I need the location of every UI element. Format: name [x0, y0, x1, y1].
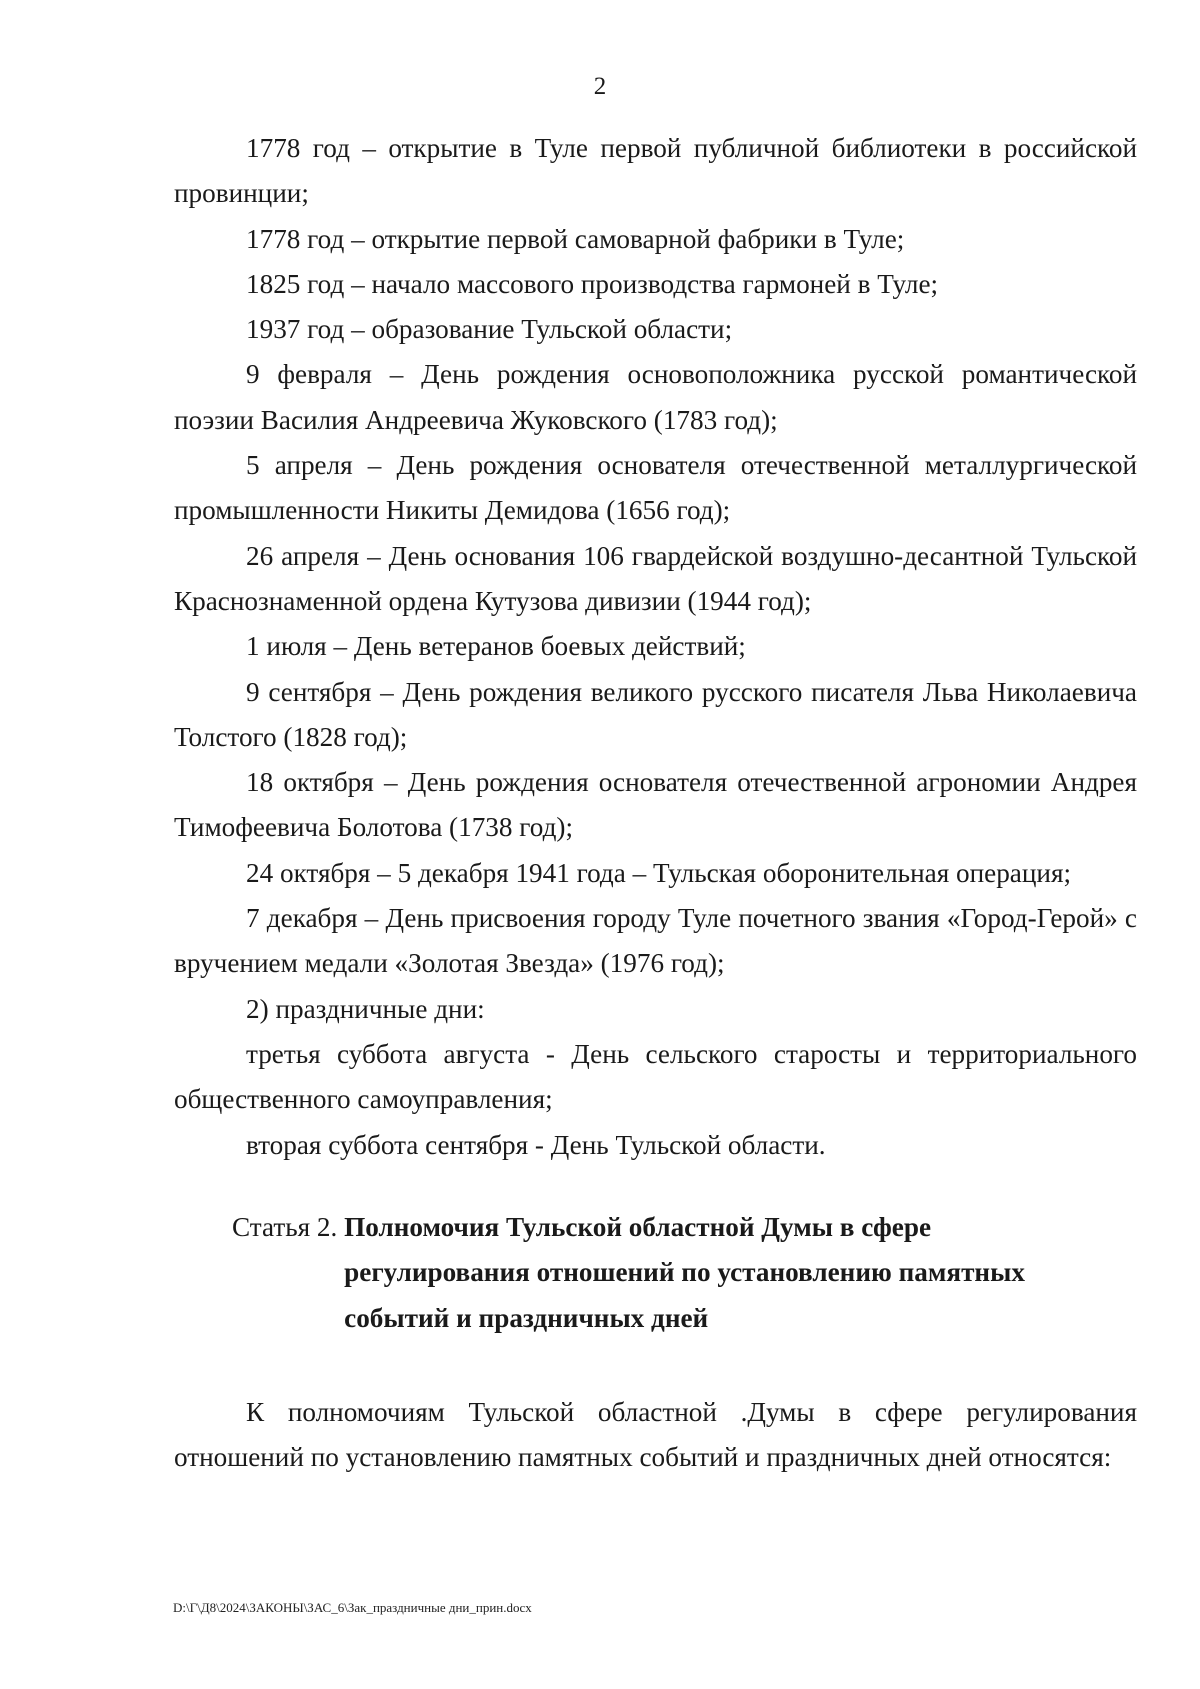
list-item: 1778 год – открытие первой самоварной фабрики в Туле; [246, 223, 905, 254]
list-item: 9 сентября – День рождения великого русского писателя Льва Николаевича Толстого (1828 год); [174, 676, 1137, 752]
list-item: 26 апреля – День основания 106 гвардейской воздушно-десантной Тульской Краснознаменной ордена Кутузова дивизии (1944 год); [174, 540, 1137, 616]
article-heading [232, 1205, 1137, 1341]
footer-file-path: D:\Г\Д8\2024\ЗАКОНЫ\ЗАС_6\Зак_праздничные дни_прин.docx [173, 1600, 532, 1615]
list-item: 7 декабря – День присвоения городу Туле почетного звания «Город-Герой» с вручением медали «Золотая Звезда» (1976 год); [174, 903, 1137, 979]
article-title [344, 1205, 1137, 1341]
closing-paragraph: К полномочиям Тульской областной .Думы в сфере регулирования отношений по установлению памятных событий и праздничных дней относятся: [174, 1397, 1137, 1473]
list-item: 1 июля – День ветеранов боевых действий; [246, 631, 746, 662]
list-item: 9 февраля – День рождения основоположника русской романтической поэзии Василия Андреевича Жуковского (1783 год); [174, 359, 1137, 435]
list-item: 2) праздничные дни: [246, 993, 485, 1024]
list-item: 24 октября – 5 декабря 1941 года – Тульская оборонительная операция; [246, 857, 1072, 888]
list-item: 18 октября – День рождения основателя отечественной агрономии Андрея Тимофеевича Болотова (1738 год); [174, 767, 1137, 843]
list-item: 1825 год – начало массового производства гармоней в Туле; [246, 268, 939, 299]
list-item: 1937 год – образование Тульской области; [246, 314, 733, 345]
list-item: третья суббота августа - День сельского старосты и территориального общественного самоуправления; [174, 1038, 1137, 1115]
article-title-line: Полномочия Тульской областной Думы в сфере [344, 1212, 932, 1242]
article-title-line: событий и праздничных дней [344, 1302, 709, 1333]
list-item: 5 апреля – День рождения основателя отечественной металлургической промышленности Никиты Демидова (1656 год); [174, 450, 1137, 526]
article-body [174, 1390, 1137, 1481]
article-title-line: регулирования отношений по установлению памятных [344, 1257, 1025, 1288]
list-item: вторая суббота сентября - День Тульской области. [246, 1129, 826, 1160]
page-number: 2 [593, 73, 607, 100]
list-item: 1778 год – открытие в Туле первой публичной библиотеки в российской провинции; [174, 133, 1137, 209]
article-label: Статья 2. [232, 1212, 345, 1242]
memorable-dates-list [174, 126, 1137, 1168]
